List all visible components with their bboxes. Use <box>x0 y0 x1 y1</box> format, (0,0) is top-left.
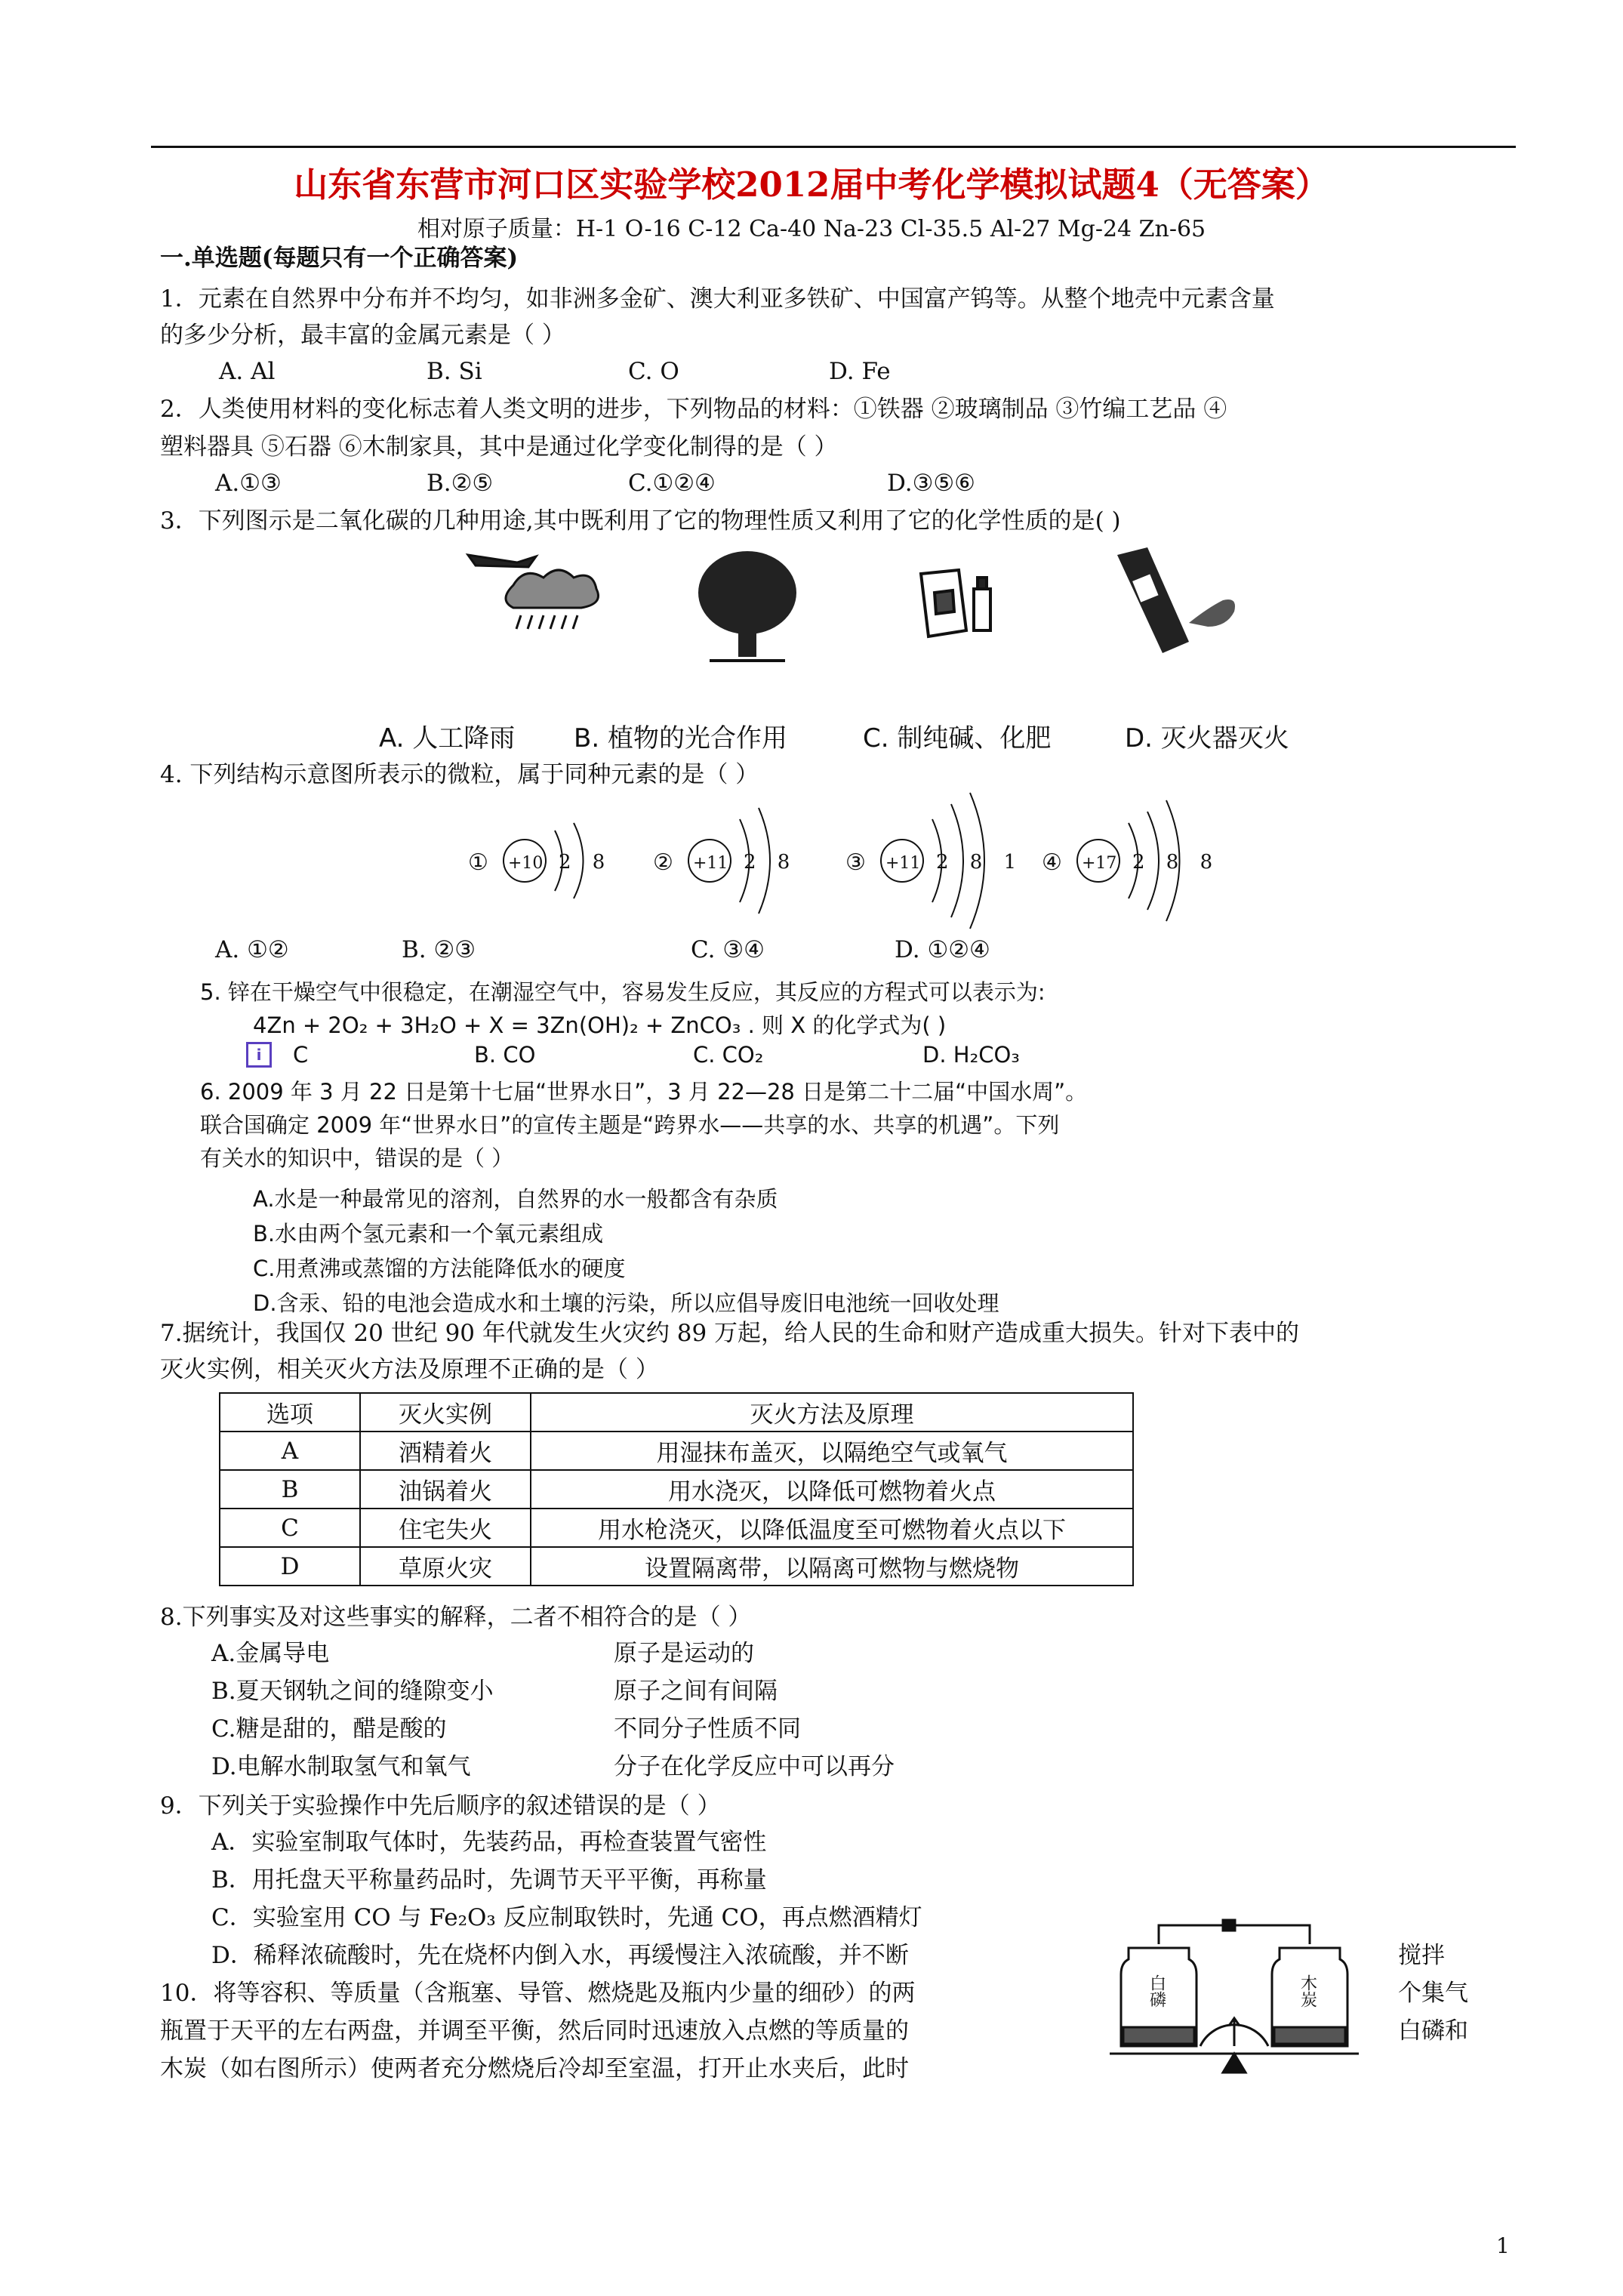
q3-stem: 3．下列图示是二氧化碳的几种用途,其中既利用了它的物理性质又利用了它的化学性质的是( ) <box>160 507 1121 535</box>
q10-stem-1: 10．将等容积、等质量（含瓶塞、导管、燃烧匙及瓶内少量的细砂）的两 <box>160 1980 916 2007</box>
atom-diagram-2 <box>653 808 797 914</box>
q4-option-d: D. ①②④ <box>895 936 990 963</box>
q1-option-c: C. O <box>628 358 679 385</box>
q10-stem-2: 瓶置于天平的左右两盘，并调至平衡，然后同时迅速放入点燃的等质量的 <box>160 2017 909 2045</box>
q9-stem: 9．下列关于实验操作中先后顺序的叙述错误的是（ ） <box>160 1792 721 1820</box>
q8-fact-b: B.夏天钢轨之间的缝隙变小 <box>211 1678 494 1705</box>
q8-explain-d: 分子在化学反应中可以再分 <box>614 1753 895 1780</box>
atomic-masses: 相对原子质量：H-1 O-16 C-12 Ca-40 Na-23 Cl-35.5 Al-27 Mg-24 Zn-65 <box>417 216 1206 242</box>
tree-icon <box>698 551 796 661</box>
page-number: 1 <box>1496 2233 1510 2258</box>
q5-option-d: D. H₂CO₃ <box>922 1042 1020 1068</box>
fertilizer-bag-icon <box>921 570 990 636</box>
atom-2-label: ② <box>653 849 673 876</box>
q1-stem-1: 1．元素在自然界中分布并不均匀，如非洲多金矿、澳大利亚多铁矿、中国富产钨等。从整个地壳中元素含量 <box>160 285 1275 313</box>
table-cell: 用水枪浇灭，以降低温度至可燃物着火点以下 <box>531 1509 1133 1547</box>
figure-label-charcoal: 木炭 <box>1298 1974 1317 2008</box>
q4-option-c: C. ③④ <box>691 936 765 963</box>
header-rule <box>151 146 1516 148</box>
atom-structure-diagrams <box>468 785 1230 966</box>
table-row <box>220 1432 1133 1470</box>
page-title: 山东省东营市河口区实验学校2012届中考化学模拟试题4（无答案） <box>294 165 1329 205</box>
q1-option-d: D. Fe <box>829 358 891 385</box>
q6-option-a: A.水是一种最常见的溶剂，自然界的水一般都含有杂质 <box>253 1186 778 1212</box>
table-cell: A <box>220 1432 360 1470</box>
atom-3-nucleus: +11 <box>885 854 921 873</box>
table-header: 选项 <box>220 1393 360 1432</box>
q4-option-b: B. ②③ <box>402 936 476 963</box>
q9-option-b: B．用托盘天平称量药品时，先调节天平平衡，再称量 <box>211 1866 767 1894</box>
q3-caption-b: B. 植物的光合作用 <box>574 723 787 754</box>
q6-option-b: B.水由两个氢元素和一个氧元素组成 <box>253 1221 604 1247</box>
q6-stem-2: 联合国确定 2009 年“世界水日”的宣传主题是“跨界水——共享的水、共享的机遇”。下列 <box>200 1112 1060 1138</box>
q9-option-d: D．稀释浓硫酸时，先在烧杯内倒入水，再缓慢注入浓硫酸，并不断 <box>211 1942 909 1969</box>
extinguisher-icon <box>1117 547 1235 653</box>
table-row <box>220 1470 1133 1509</box>
table-header: 灭火实例 <box>360 1393 531 1432</box>
atom-1-label: ① <box>468 849 488 876</box>
atom-diagram-1 <box>468 823 612 898</box>
q8-stem: 8.下列事实及对这些事实的解释，二者不相符合的是（ ） <box>160 1604 752 1631</box>
q10-stem-2-tail: 白磷和 <box>1398 2017 1468 2045</box>
table-header: 灭火方法及原理 <box>531 1393 1133 1432</box>
table-cell: B <box>220 1470 360 1509</box>
table-header-row <box>220 1393 1133 1432</box>
q5-option-b: B. CO <box>474 1042 536 1068</box>
table-cell: 草原火灾 <box>360 1547 531 1586</box>
table-cell: D <box>220 1547 360 1586</box>
table-cell: 酒精着火 <box>360 1432 531 1470</box>
q7-stem-2: 灭火实例，相关灭火方法及原理不正确的是（ ） <box>160 1356 659 1383</box>
q8-fact-c: C.糖是甜的，醋是酸的 <box>211 1715 447 1743</box>
q3-caption-d: D. 灭火器灭火 <box>1125 723 1289 754</box>
section-heading: 一.单选题(每题只有一个正确答案) <box>160 245 519 272</box>
atom-2-nucleus: +11 <box>693 854 728 873</box>
airplane-cloud-icon <box>468 555 599 629</box>
q8-explain-c: 不同分子性质不同 <box>614 1715 801 1743</box>
q2-option-a: A.①③ <box>215 470 282 497</box>
table-cell: C <box>220 1509 360 1547</box>
q2-stem-2: 塑料器具 ⑤石器 ⑥木制家具，其中是通过化学变化制得的是（ ） <box>160 433 838 461</box>
q3-caption-a: A. 人工降雨 <box>379 723 516 754</box>
atom-1-nucleus: +10 <box>508 854 544 873</box>
figure-label-phosphorus: 白磷 <box>1147 1974 1166 2008</box>
q5-option-a: C <box>293 1042 309 1068</box>
q2-option-b: B.②⑤ <box>427 470 494 497</box>
atom-3-electrons: 2 8 1 <box>936 851 1024 874</box>
atom-1-electrons: 2 8 <box>559 851 613 874</box>
atom-2-electrons: 2 8 <box>744 851 798 874</box>
q1-stem-2: 的多少分析，最丰富的金属元素是（ ） <box>160 322 565 349</box>
co2-uses-illustrations <box>445 540 1276 668</box>
balance-apparatus-figure <box>1087 1914 1389 2091</box>
info-badge-icon: i <box>246 1042 272 1068</box>
table-cell: 油锅着火 <box>360 1470 531 1509</box>
table-cell: 用湿抹布盖灭，以隔绝空气或氧气 <box>531 1432 1133 1470</box>
q9-option-a: A．实验室制取气体时，先装药品，再检查装置气密性 <box>211 1829 767 1856</box>
table-cell: 用水浇灭，以降低可燃物着火点 <box>531 1470 1133 1509</box>
q1-option-b: B. Si <box>427 358 482 385</box>
q10-stem-3: 木炭（如右图所示）使两者充分燃烧后冷却至室温，打开止水夹后，此时 <box>160 2055 909 2082</box>
atom-4-label: ④ <box>1042 849 1062 876</box>
q2-option-d: D.③⑤⑥ <box>887 470 975 497</box>
q4-stem: 4. 下列结构示意图所表示的微粒，属于同种元素的是（ ） <box>160 761 759 788</box>
q5-stem-1: 5. 锌在干燥空气中很稳定，在潮湿空气中，容易发生反应，其反应的方程式可以表示为: <box>200 979 1046 1005</box>
q6-option-d: D.含汞、铅的电池会造成水和土壤的污染，所以应倡导废旧电池统一回收处理 <box>253 1290 999 1316</box>
q6-option-c: C.用煮沸或蒸馏的方法能降低水的硬度 <box>253 1256 626 1281</box>
q8-fact-a: A.金属导电 <box>211 1640 330 1667</box>
q7-stem-1: 7.据统计，我国仅 20 世纪 90 年代就发生火灾约 89 万起，给人民的生命和财产造成重大损失。针对下表中的 <box>160 1320 1300 1347</box>
atom-4-electrons: 2 8 8 <box>1132 851 1221 874</box>
q2-stem-1: 2．人类使用材料的变化标志着人类文明的进步，下列物品的材料：①铁器 ②玻璃制品 ③竹编工艺品 ④ <box>160 396 1227 423</box>
q8-explain-a: 原子是运动的 <box>614 1640 754 1667</box>
fire-table <box>219 1392 1134 1586</box>
q6-stem-1: 6. 2009 年 3 月 22 日是第十七届“世界水日”，3 月 22—28 日是第二十二届“中国水周”。 <box>200 1079 1088 1105</box>
q5-stem-2: 4Zn + 2O₂ + 3H₂O + X = 3Zn(OH)₂ + ZnCO₃ . 则 X 的化学式为( ) <box>253 1012 947 1038</box>
table-cell: 设置隔离带，以隔离可燃物与燃烧物 <box>531 1547 1133 1586</box>
q9-option-d-tail: 搅拌 <box>1398 1942 1445 1969</box>
table-row <box>220 1509 1133 1547</box>
q8-explain-b: 原子之间有间隔 <box>614 1678 778 1705</box>
atom-3-label: ③ <box>845 849 866 876</box>
q2-option-c: C.①②④ <box>628 470 716 497</box>
q5-option-c: C. CO₂ <box>693 1042 764 1068</box>
q3-caption-c: C. 制纯碱、化肥 <box>863 723 1052 754</box>
q6-stem-3: 有关水的知识中，错误的是（ ） <box>200 1145 514 1171</box>
table-cell: 住宅失火 <box>360 1509 531 1547</box>
atom-4-nucleus: +17 <box>1082 854 1117 873</box>
q1-option-a: A. Al <box>219 358 276 385</box>
q9-option-c: C．实验室用 CO 与 Fe₂O₃ 反应制取铁时，先通 CO，再点燃酒精灯 <box>211 1904 922 1931</box>
atom-diagram-4 <box>1042 800 1220 921</box>
q10-stem-1-tail: 个集气 <box>1398 1980 1468 2007</box>
table-row <box>220 1547 1133 1586</box>
q4-option-a: A. ①② <box>215 936 289 963</box>
atom-diagram-3 <box>845 793 1024 929</box>
q8-fact-d: D.电解水制取氢气和氧气 <box>211 1753 471 1780</box>
